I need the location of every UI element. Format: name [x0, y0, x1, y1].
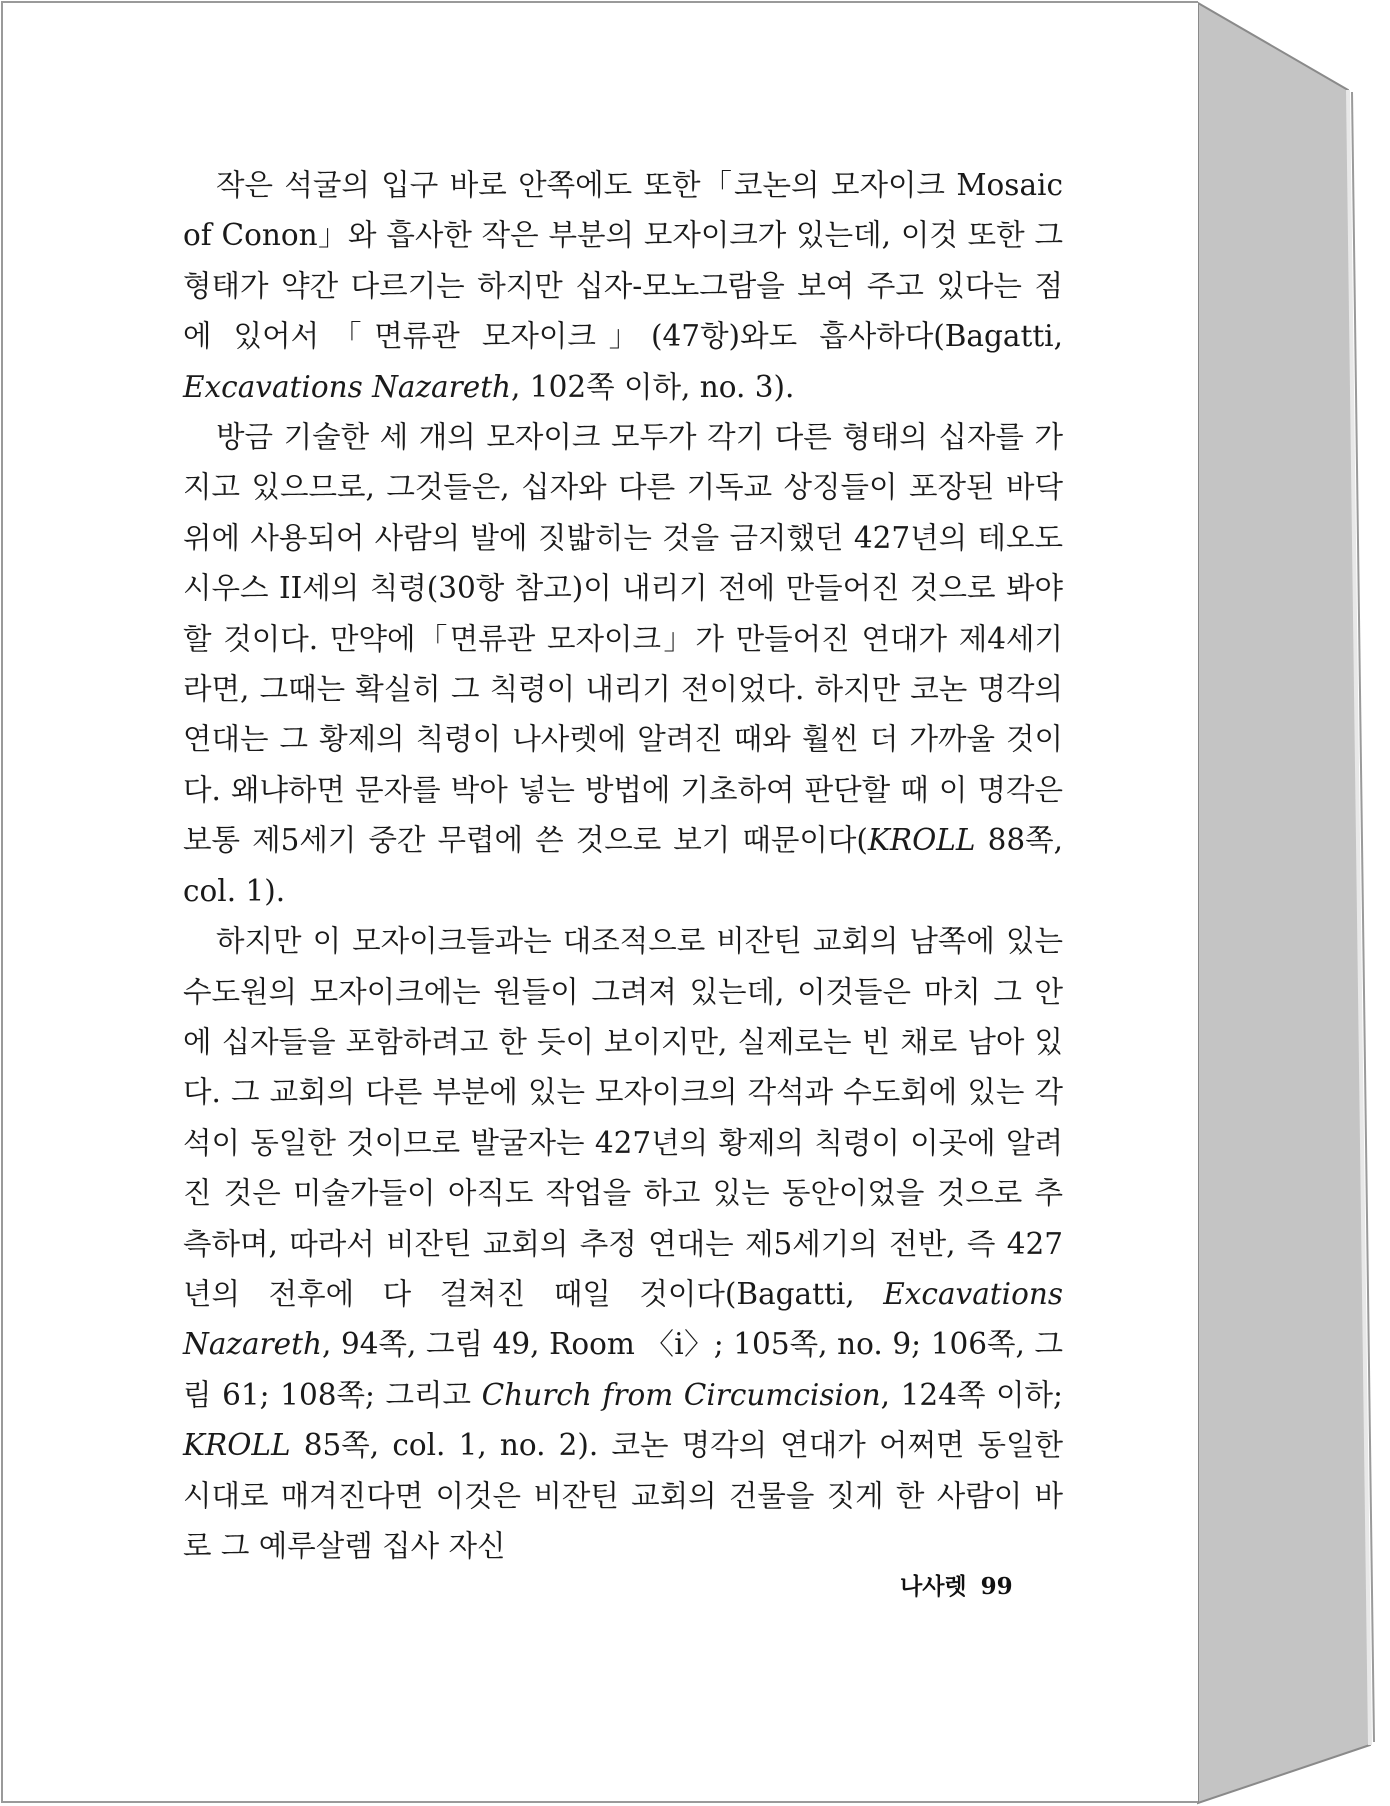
italic-text-run: Excavations Nazareth [183, 369, 512, 404]
text-run: , 124쪽 이하; [880, 1377, 1063, 1412]
paragraph [183, 412, 1063, 916]
italic-text-run: KROLL [183, 1428, 291, 1463]
text-run: 88쪽, col. 1). [183, 823, 1064, 908]
body-text [183, 160, 1063, 1571]
italic-text-run: Excavations Nazareth [183, 1276, 1063, 1362]
text-run: , 102쪽 이하, no. 3). [511, 369, 795, 404]
page-number: 99 [980, 1573, 1013, 1600]
text-run: , 94쪽, 그림 49, Room 〈i〉; 105쪽, no. 9; 106쪽, 그림 61; 108쪽; 그리고 [183, 1327, 1063, 1412]
book-side-face [1198, 3, 1370, 1803]
paragraph [183, 160, 1063, 412]
text-run: 방금 기술한 세 개의 모자이크 모두가 각기 다른 형태의 십자를 가지고 있으므로, 그것들은, 십자와 다른 기독교 상징들이 포장된 바닥 위에 사용되어 사람의 발에 짓밟히는 것을 금지했던 427년의 테오도시우스 II세의 칙령(30항 참고)이 내리기 전에 만들어진 것으로 봐야 할 것이다. 만약에「면류관 모자이크」가 만들어진 연대가 제4세기라면, 그때는 확실히 그 칙령이 내리기 전이었다. 하지만 코논 명각의 연대는 그 황제의 칙령이 나사렛에 알려진 때와 훨씬 더 가까울 것이다. 왜냐하면 문자를 박아 넣는 방법에 기초하여 판단할 때 이 명각은 보통 제5세기 중간 무렵에 쓴 것으로 보기 때문이다( [183, 420, 1063, 858]
italic-text-run: Church from Circumcision [481, 1377, 881, 1412]
running-title: 나사렛 [900, 1573, 967, 1600]
text-run: 85쪽, col. 1, no. 2). 코논 명각의 연대가 어쩌면 동일한 시대로 매겨진다면 이것은 비잔틴 교회의 건물을 짓게 한 사람이 바로 그 예루살렘 집사 자신 [183, 1428, 1063, 1563]
italic-text-run: KROLL [867, 823, 976, 858]
page-footer [900, 1568, 1013, 1601]
text-run: 작은 석굴의 입구 바로 안쪽에도 또한「코논의 모자이크 Mosaic of Conon」와 흡사한 작은 부분의 모자이크가 있는데, 이것 또한 그 형태가 약간 다르기는 하지만 십자-모노그람을 보여 주고 있다는 점에 있어서「면류관 모자이크」(47항)와도 흡사하다(Bagatti, [183, 168, 1063, 354]
text-run: 하지만 이 모자이크들과는 대조적으로 비잔틴 교회의 남쪽에 있는 수도원의 모자이크에는 원들이 그려져 있는데, 이것들은 마치 그 안에 십자들을 포함하려고 한 듯이 보이지만, 실제로는 빈 채로 남아 있다. 그 교회의 다른 부분에 있는 모자이크의 각석과 수도회에 있는 각석이 동일한 것이므로 발굴자는 427년의 황제의 칙령이 이곳에 알려진 것은 미술가들이 아직도 작업을 하고 있는 동안이었을 것으로 추측하며, 따라서 비잔틴 교회의 추정 연대는 제5세기의 전반, 즉 427년의 전후에 다 걸쳐진 때일 것이다(Bagatti, [183, 924, 1063, 1311]
paragraph [183, 916, 1063, 1571]
